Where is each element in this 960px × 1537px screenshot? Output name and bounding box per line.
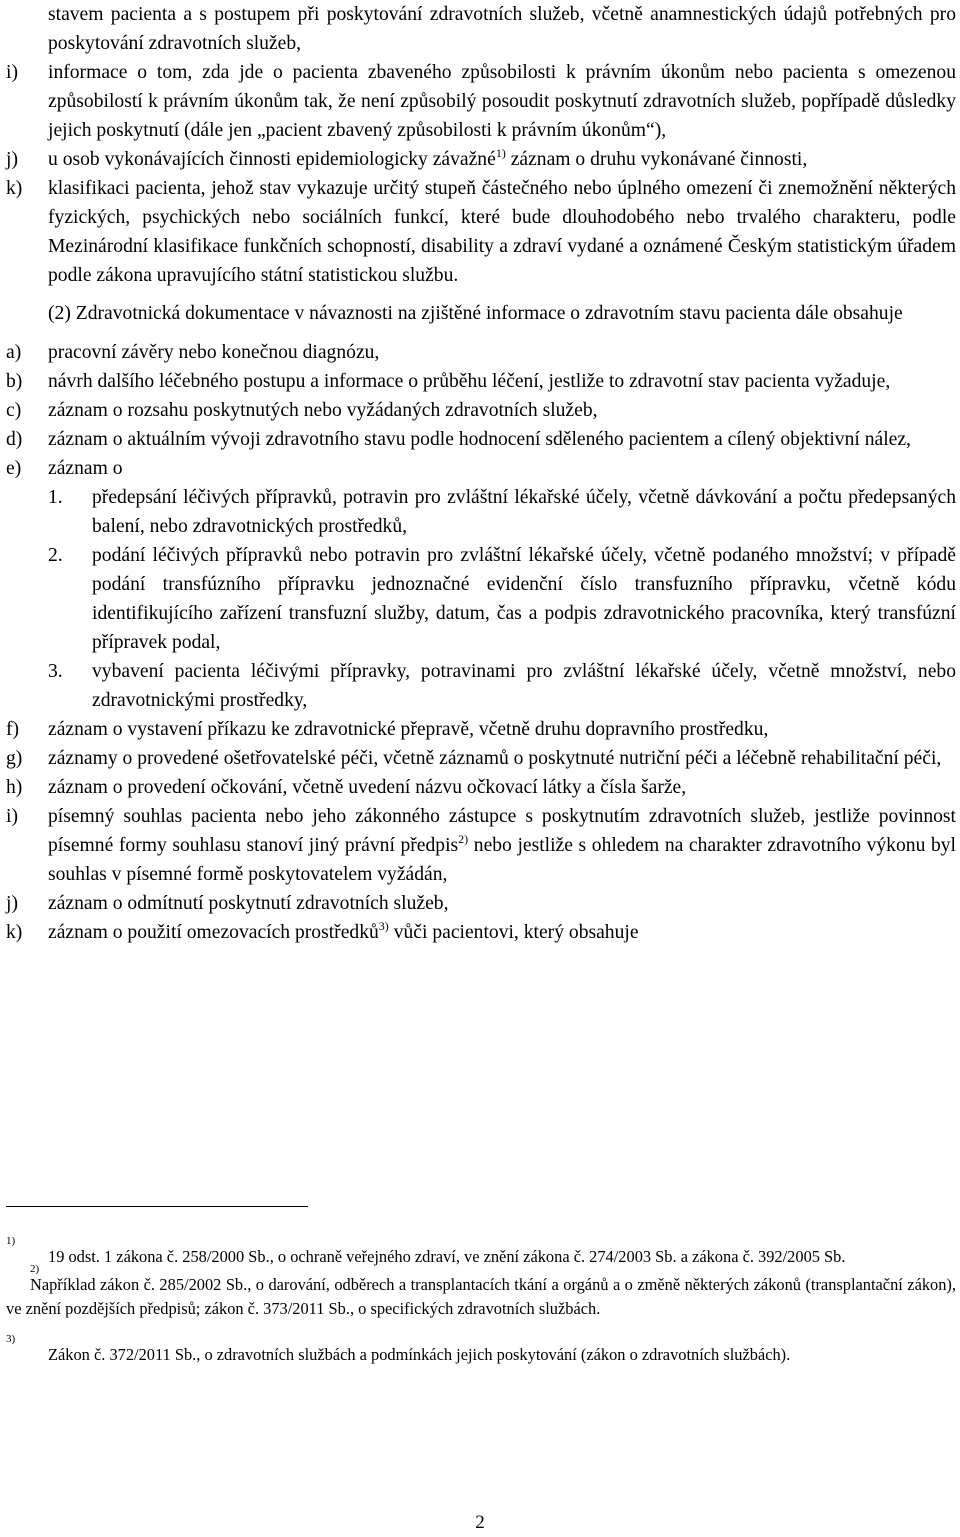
list-item-k: k) klasifikaci pacienta, jehož stav vykazuje určitý stupeň částečného nebo úplného omezení či znemožnění některých fyzických, psychických nebo sociálních funkcí, které bude dlouhodobého nebo trvalého charakteru, podle Mezinárodní klasifikace funkčních schopností, disability a zdraví vydané a oznámené Českým statistickým úřadem podle zákona upravujícího státní statistickou službu.: [6, 174, 956, 290]
footnote-ref-3[interactable]: 3): [378, 919, 389, 933]
list-item-j: j) u osob vykonávajících činnosti epidemiologicky závažné$^{1)}$ záznam o druhu vykonávané činnosti,: [6, 145, 956, 174]
list-marker: i): [6, 806, 18, 827]
document-body: [6, 0, 956, 947]
list-marker: k): [6, 178, 23, 199]
list-marker: h): [6, 777, 23, 798]
footnote-marker: 3): [6, 1333, 16, 1345]
list-marker: e): [6, 458, 22, 479]
list-marker: f): [6, 719, 20, 740]
list-item-b: b) návrh dalšího léčebného postupu a informace o průběhu léčení, jestliže to zdravotní stav pacienta vyžaduje,: [6, 367, 956, 396]
list-marker: c): [6, 400, 22, 421]
footnote-1: 1) 19 odst. 1 zákona č. 258/2000 Sb., o ochraně veřejného zdraví, ve znění zákona č. 274/2003 Sb. a zákona č. 392/2005 Sb.: [6, 1235, 846, 1266]
footnote-3: 3) Zákon č. 372/2011 Sb., o zdravotních službách a podmínkách jejich poskytování (zákon o zdravotních službách).: [6, 1333, 791, 1364]
sub-item-2: 2. podání léčivých přípravků nebo potravin pro zvláštní lékařské účely, včetně podaného množství; v případě podání transfúzního přípravku jednoznačné evidenční číslo transfuzního přípravku, včetně kódu identifikujícího zařízení transfuzní služby, datum, čas a podpis zdravotnického pracovníka, který transfúzní přípravek podal,: [6, 541, 956, 657]
list-item-j-refusal: j) záznam o odmítnutí poskytnutí zdravotních služeb,: [6, 889, 956, 918]
sub-item-1: 1. předepsání léčivých přípravků, potravin pro zvláštní lékařské účely, včetně dávkování a počtu předepsaných balení, nebo zdravotnických prostředků,: [6, 483, 956, 541]
paragraph-2: (2) Zdravotnická dokumentace v návaznosti na zjištěné informace o zdravotním stavu pacienta dále obsahuje: [48, 303, 903, 324]
sub-item-3: 3. vybavení pacienta léčivými přípravky, potravinami pro zvláštní lékařské účely, včetně množství, nebo zdravotnickými prostředky,: [6, 657, 956, 715]
list-marker: b): [6, 371, 23, 392]
list-item-e: e) záznam o: [6, 454, 956, 483]
footnote-separator: [6, 1206, 308, 1207]
list-marker: a): [6, 342, 22, 363]
list-item-i: i) informace o tom, zda jde o pacienta zbaveného způsobilosti k právním úkonům nebo pacienta s omezenou způsobilostí k právním úkonům tak, že není způsobilý posoudit poskytnutí zdravotních služeb, popřípadě důsledky jejich poskytnutí (dále jen „pacient zbavený způsobilosti k právním úkonům“),: [6, 58, 956, 145]
footnotes: [6, 1235, 956, 1367]
footnote-ref-1[interactable]: 1): [495, 146, 506, 160]
footnote-ref-2[interactable]: 2): [458, 832, 469, 846]
list-item-c: c) záznam o rozsahu poskytnutých nebo vyžádaných zdravotních služeb,: [6, 396, 956, 425]
list-marker: j): [6, 893, 18, 914]
list-marker: j): [6, 149, 18, 170]
list-item-a: a) pracovní závěry nebo konečnou diagnózu,: [6, 338, 956, 367]
footnote-marker: 2): [30, 1263, 40, 1275]
sub-list-marker: 3.: [48, 661, 63, 682]
list-item-continuation: stavem pacienta a s postupem při poskytování zdravotních služeb, včetně anamnestických údajů potřebných pro poskytování zdravotních služeb,: [48, 4, 956, 54]
list-item-k-restraint: k) záznam o použití omezovacích prostředků$^{3)}$ vůči pacientovi, který obsahuje: [6, 918, 956, 947]
sub-list-marker: 2.: [48, 545, 63, 566]
page-number: 2: [475, 1512, 485, 1533]
list-item-g: g) záznamy o provedené ošetřovatelské péči, včetně záznamů o poskytnuté nutriční péči a léčebně rehabilitační péči,: [6, 744, 956, 773]
footnote-2: 2) Například zákon č. 285/2002 Sb., o darování, odběrech a transplantacích tkání a orgánů a o změně některých zákonů (transplantační zákon), ve znění pozdějších předpisů; zákon č. 373/2011 Sb., o specifických zdravotních službách.: [6, 1263, 956, 1318]
list-item-h: h) záznam o provedení očkování, včetně uvedení názvu očkovací látky a čísla šarže,: [6, 773, 956, 802]
list-marker: d): [6, 429, 23, 450]
list-marker: g): [6, 748, 23, 769]
list-item-f: f) záznam o vystavení příkazu ke zdravotnické přepravě, včetně druhu dopravního prostředku,: [6, 715, 956, 744]
list-marker: k): [6, 922, 23, 943]
list-item-d: d) záznam o aktuálním vývoji zdravotního stavu podle hodnocení sděleného pacientem a cílený objektivní nález,: [6, 425, 956, 454]
footnote-marker: 1): [6, 1235, 16, 1247]
list-item-i-consent: i) písemný souhlas pacienta nebo jeho zákonného zástupce s poskytnutím zdravotních služeb, jestliže povinnost písemné formy souhlasu stanoví jiný právní předpis$^{2)}$ nebo jestliže s ohledem na charakter zdravotního výkonu byl souhlas v písemné formě poskytovatelem vyžádán,: [6, 802, 956, 889]
list-marker: i): [6, 62, 18, 83]
sub-list-marker: 1.: [48, 487, 63, 508]
